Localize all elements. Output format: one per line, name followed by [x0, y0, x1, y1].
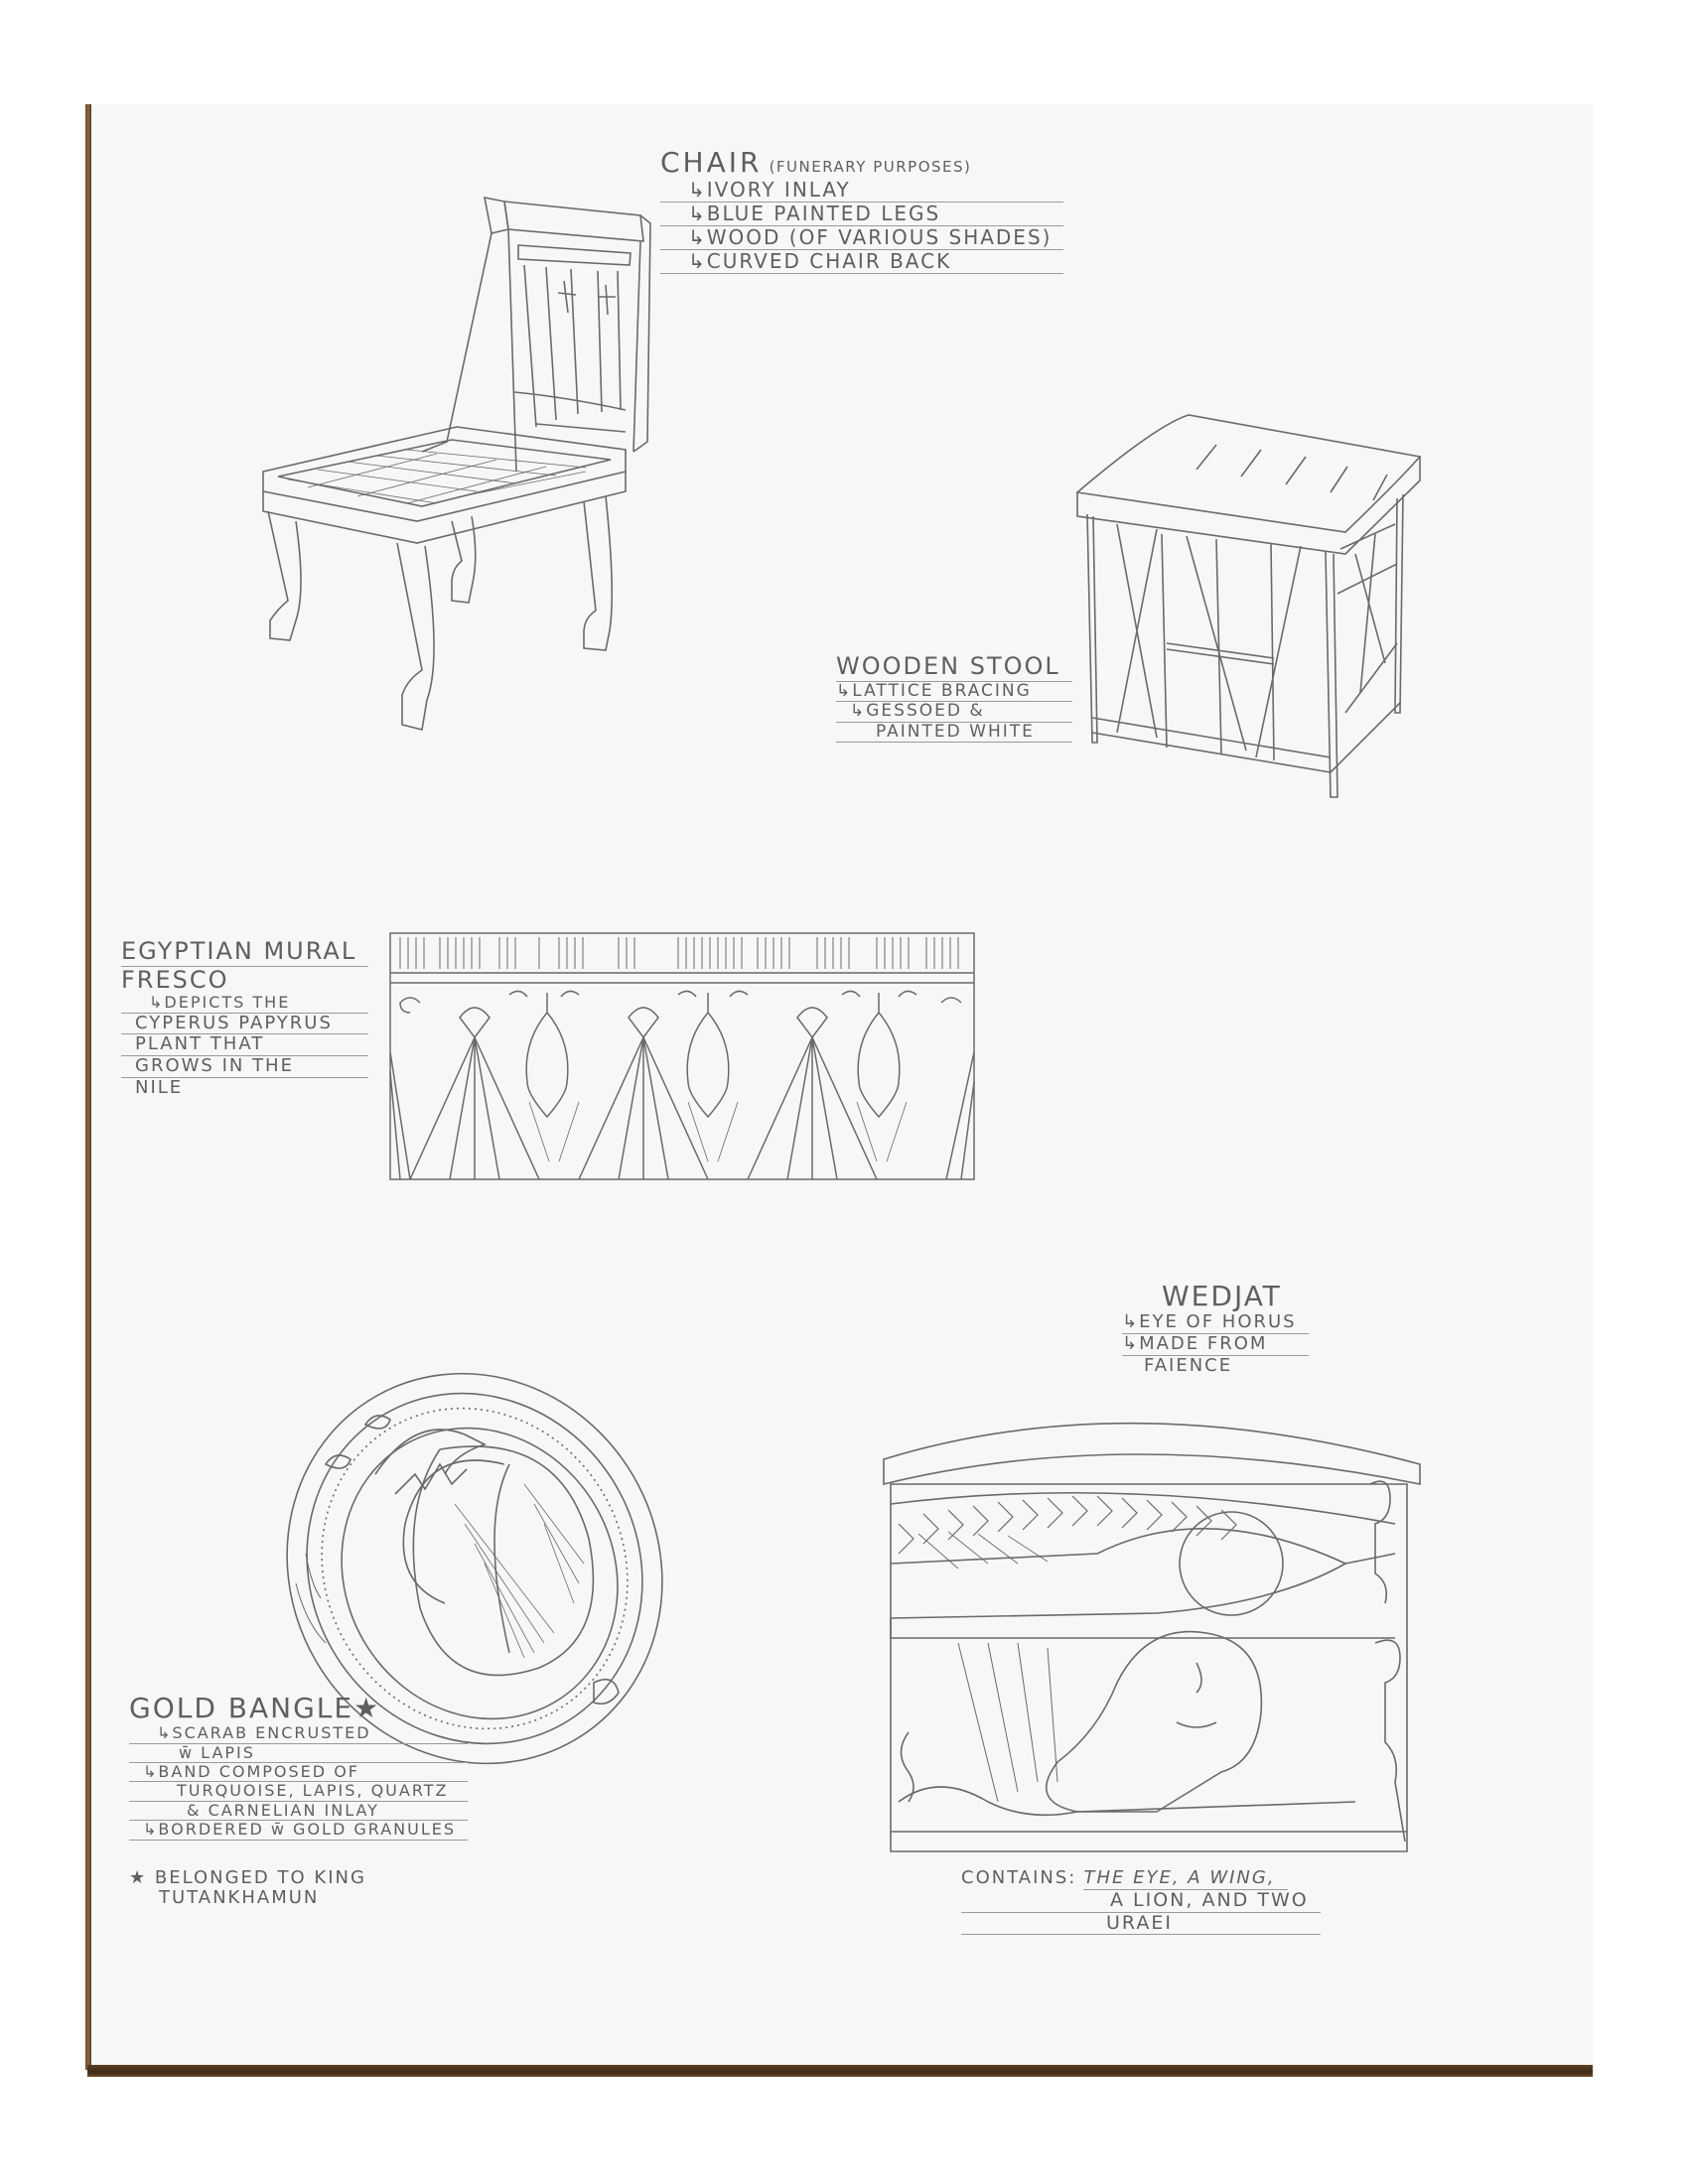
stool-title: WOODEN STOOL [836, 653, 1072, 682]
stool-note-2: ↳GESSOED & [836, 702, 1072, 723]
wedjat-contains-note [961, 1868, 1321, 1935]
wedjat-title: WEDJAT [1162, 1280, 1282, 1312]
bangle-footnote-line2: TUTANKHAMUN [159, 1887, 320, 1909]
bangle-note-4: TURQUOISE, LAPIS, QUARTZ [129, 1782, 468, 1801]
wedjat-sketch [879, 1405, 1425, 1856]
mural-note-3: PLANT THAT [121, 1034, 368, 1056]
chair-title-note: (FUNERARY PURPOSES) [769, 158, 972, 176]
wedjat-contains-label: CONTAINS: [961, 1867, 1077, 1888]
wedjat-note-2: ↳MADE FROM [1122, 1334, 1309, 1356]
bangle-note-1: ↳SCARAB ENCRUSTED [129, 1724, 468, 1743]
chair-note-1: ↳IVORY INLAY [660, 179, 1063, 203]
wedjat-contains-line2: A LION, AND TWO [961, 1890, 1321, 1913]
wedjat-contains-line3: URAEI [961, 1913, 1321, 1936]
chair-notes [660, 147, 1063, 274]
chair-note-4: ↳CURVED CHAIR BACK [660, 250, 1063, 274]
mural-note-5: NILE [135, 1076, 184, 1098]
bangle-notes [129, 1693, 468, 1909]
chair-title: CHAIR [660, 146, 763, 179]
wood-table-left-edge [0, 0, 87, 2184]
bangle-note-5: & CARNELIAN INLAY [129, 1802, 468, 1821]
chair-note-2: ↳BLUE PAINTED LEGS [660, 203, 1063, 226]
wedjat-notes [1122, 1281, 1309, 1376]
bangle-title: GOLD BANGLE★ [129, 1692, 381, 1724]
mural-notes [121, 938, 368, 1098]
wedjat-note-3: FAIENCE [1144, 1354, 1233, 1376]
bangle-note-2: w̄ LAPIS [129, 1744, 468, 1763]
mural-note-1: ↳DEPICTS THE [121, 994, 368, 1013]
mural-note-2: CYPERUS PAPYRUS [121, 1014, 368, 1035]
chair-note-3: ↳WOOD (OF VARIOUS SHADES) [660, 226, 1063, 250]
wedjat-contains-line1: THE EYE, A WING, [1083, 1868, 1287, 1890]
mural-title-line2: FRESCO [121, 965, 229, 994]
chair-sketch [248, 194, 665, 750]
bangle-note-6: ↳BORDERED w̄ GOLD GRANULES [129, 1821, 468, 1840]
mural-fresco-sketch [390, 933, 976, 1181]
mural-title-line1: EGYPTIAN MURAL [121, 938, 368, 967]
stool-sketch [1077, 415, 1425, 802]
mural-note-4: GROWS IN THE [121, 1056, 368, 1078]
wedjat-note-1: ↳EYE OF HORUS [1122, 1312, 1309, 1334]
stool-note-3: PAINTED WHITE [836, 723, 1072, 744]
wood-table-bottom-edge [87, 2065, 1593, 2077]
stool-notes [836, 653, 1072, 743]
stool-note-1: ↳LATTICE BRACING [836, 682, 1072, 703]
bangle-note-3: ↳BAND COMPOSED OF [129, 1763, 468, 1782]
bangle-footnote-line1: ★ BELONGED TO KING [129, 1866, 366, 1888]
